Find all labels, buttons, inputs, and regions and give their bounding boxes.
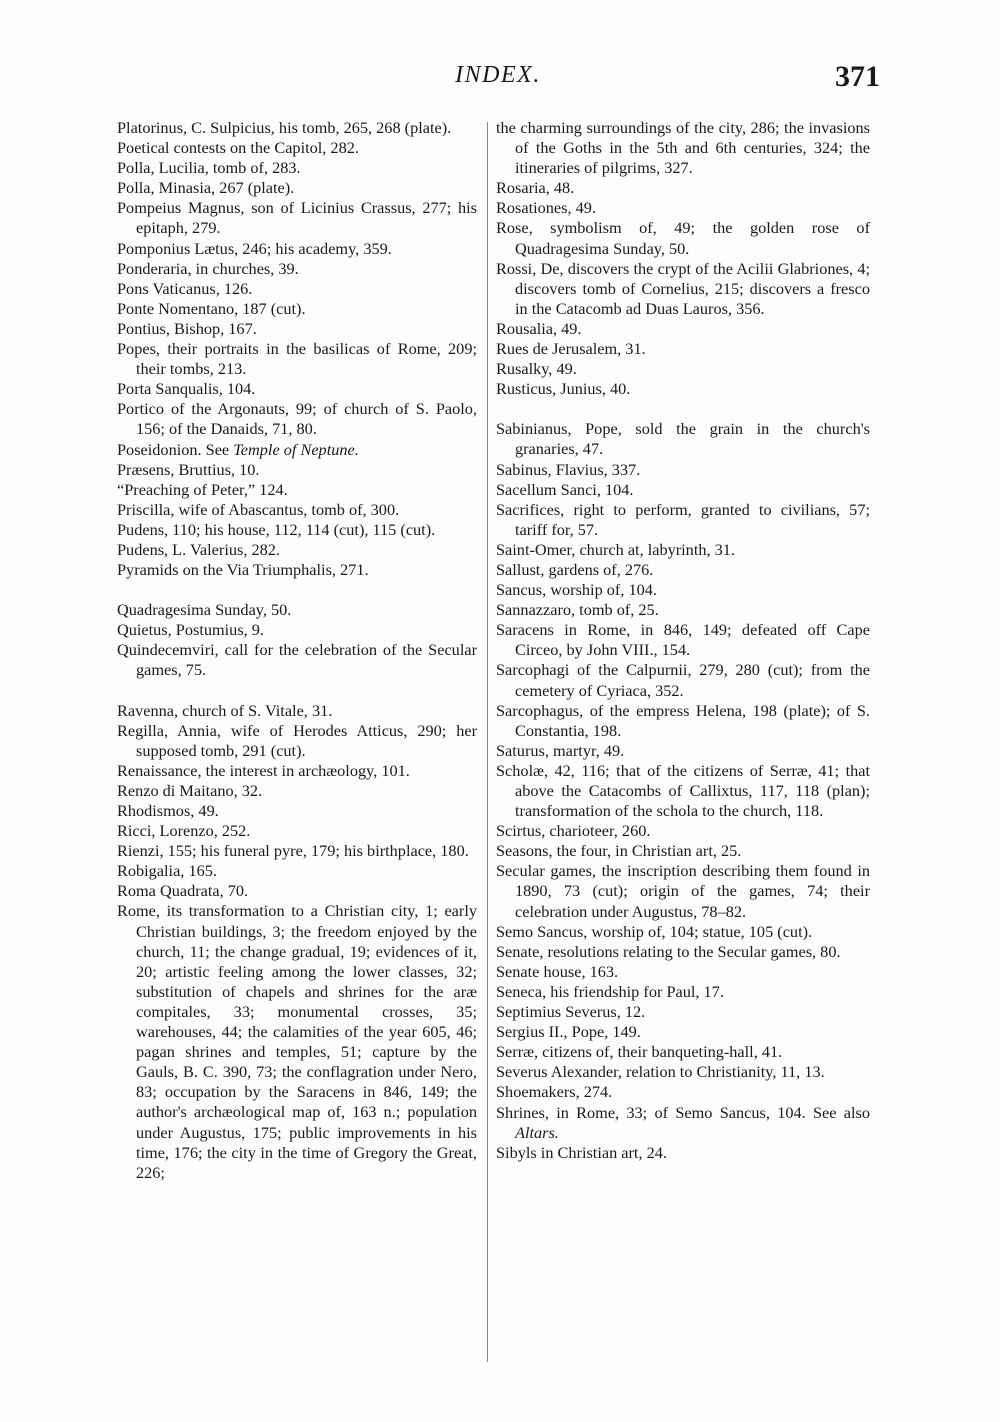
column-divider [487, 122, 488, 1362]
index-entry-text: Ricci, Lorenzo, 252. [117, 821, 251, 841]
index-entry [117, 721, 477, 761]
index-entry-text: Rues de Jerusalem, 31. [496, 339, 646, 359]
index-entry [496, 218, 870, 258]
index-entry [117, 540, 477, 560]
index-entry [496, 259, 870, 319]
index-entry [496, 379, 870, 399]
index-entry-text: Saracens in Rome, in 846, 149; defeated off Cape Circeo, by John VIII., 154. [496, 620, 870, 660]
index-entry-text: Pudens, 110; his house, 112, 114 (cut), 115 (cut). [117, 519, 436, 539]
index-entry [496, 460, 870, 480]
index-entry-text: Shoemakers, 274. [496, 1082, 613, 1102]
index-column-left [117, 118, 477, 1183]
index-entry-text: Pyramids on the Via Triumphalis, 271. [117, 560, 369, 580]
index-entry [496, 600, 870, 620]
index-entry-text: Rosaria, 48. [496, 178, 575, 198]
index-entry-text: Rossi, De, discovers the crypt of the Acilii Glabriones, 4; discovers tomb of Cornelius, 215; discovers a fresco in the Catacomb ad Duas Lauros, 356. [496, 258, 870, 318]
index-entry-text: Saturus, martyr, 49. [496, 740, 625, 760]
index-entry [496, 359, 870, 379]
index-entry-text: Polla, Lucilia, tomb of, 283. [117, 158, 301, 178]
index-entry [117, 640, 477, 680]
index-entry [117, 801, 477, 821]
index-entry [496, 962, 870, 982]
index-entry [496, 198, 870, 218]
index-entry-text: Præsens, Bruttius, 10. [117, 459, 260, 479]
index-entry-text: Rhodismos, 49. [117, 801, 219, 820]
index-entry [117, 781, 477, 801]
index-entry [496, 660, 870, 700]
index-entry [117, 901, 477, 1182]
index-entry-text: Sabinianus, Pope, sold the grain in the church's granaries, 47. [496, 419, 870, 459]
index-entry [117, 620, 477, 640]
index-entry [117, 138, 477, 158]
index-entry [496, 821, 870, 841]
index-entry-text: Saint-Omer, church at, labyrinth, 31. [496, 539, 735, 559]
index-entry-text: Polla, Minasia, 267 (plate). [117, 178, 295, 198]
index-entry [496, 741, 870, 761]
index-entry-text: Sibyls in Christian art, 24. [496, 1142, 667, 1162]
index-entry [117, 239, 477, 259]
index-entry-text: Renzo di Maitano, 32. [117, 780, 263, 800]
index-entry [117, 259, 477, 279]
index-entry-text: Pompeius Magnus, son of Licinius Crassus, 277; his epitaph, 279. [117, 198, 477, 238]
index-entry [117, 198, 477, 238]
index-entry [117, 821, 477, 841]
index-entry [117, 500, 477, 520]
index-entry-text: Quadragesima Sunday, 50. [117, 600, 292, 620]
index-entry-text: Sabinus, Flavius, 337. [496, 459, 641, 479]
index-entry [496, 1143, 870, 1163]
index-entry [496, 419, 870, 459]
index-entry-text: Sancus, worship of, 104. [496, 580, 657, 600]
index-entry [496, 339, 870, 359]
index-entry [496, 1042, 870, 1062]
index-entry [496, 319, 870, 339]
index-entry-text: Rusalky, 49. [496, 359, 577, 379]
index-entry [496, 701, 870, 741]
index-entry-text: Poetical contests on the Capitol, 282. [117, 138, 359, 158]
index-entry [496, 118, 870, 178]
index-entry-text: Secular games, the inscription describing them found in 1890, 73 (cut); origin of the games, 74; their celebration under Augustus, 78–82. [496, 861, 870, 921]
index-entry-text: Seasons, the four, in Christian art, 25. [496, 841, 742, 861]
index-entry-text: Seneca, his friendship for Paul, 17. [496, 981, 724, 1001]
index-entry [117, 841, 477, 861]
index-entry [117, 158, 477, 178]
index-entry-text: Rose, symbolism of, 49; the golden rose of Quadragesima Sunday, 50. [496, 218, 870, 258]
index-entry-text: Pontius, Bishop, 167. [117, 318, 257, 338]
index-entry-cross-reference: Altars. [515, 1122, 559, 1142]
index-entry [117, 701, 477, 721]
index-entry [117, 560, 477, 580]
index-entry [117, 178, 477, 198]
index-entry-cross-reference: Temple of Neptune. [233, 439, 359, 459]
index-entry-text: Porta Sanqualis, 104. [117, 379, 256, 399]
index-entry-text: Poseidonion. See [117, 439, 234, 459]
index-entry-text: Scirtus, charioteer, 260. [496, 821, 651, 841]
index-entry-text: Sacellum Sanci, 104. [496, 479, 634, 499]
index-entry [496, 861, 870, 921]
index-entry-text: Senate house, 163. [496, 961, 619, 981]
index-entry [496, 1103, 870, 1143]
index-entry-text: Sarcophagus, of the empress Helena, 198 (plate); of S. Constantia, 198. [496, 700, 870, 740]
index-entry-text: Rusticus, Junius, 40. [496, 379, 631, 399]
index-entry [117, 299, 477, 319]
index-entry [117, 520, 477, 540]
index-column-right [496, 118, 870, 1163]
index-entry [496, 500, 870, 540]
index-entry-text: Senate, resolutions relating to the Secular games, 80. [496, 941, 841, 961]
index-entry [496, 1002, 870, 1022]
index-entry-text: Priscilla, wife of Abascantus, tomb of, 300. [117, 499, 400, 519]
index-entry [496, 1022, 870, 1042]
index-entry [117, 881, 477, 901]
index-entry-text: Rienzi, 155; his funeral pyre, 179; his birthplace, 180. [117, 841, 469, 861]
index-entry-text: Rousalia, 49. [496, 318, 582, 338]
running-head: INDEX. [455, 62, 541, 88]
index-entry [117, 379, 477, 399]
index-entry-text: Popes, their portraits in the basilicas of Rome, 209; their tombs, 213. [117, 339, 477, 379]
index-entry-text: Severus Alexander, relation to Christianity, 11, 13. [496, 1062, 825, 1082]
index-entry-text: Serræ, citizens of, their banqueting-hall, 41. [496, 1042, 783, 1062]
page-number: 371 [835, 60, 880, 93]
index-entry [117, 480, 477, 500]
index-entry-text: Septimius Severus, 12. [496, 1002, 646, 1022]
index-entry-text: “Preaching of Peter,” 124. [117, 479, 288, 499]
index-entry-text: Sarcophagi of the Calpurnii, 279, 280 (cut); from the cemetery of Cyriaca, 352. [496, 660, 870, 700]
index-entry [117, 600, 477, 620]
index-entry-text: Sacrifices, right to perform, granted to civilians, 57; tariff for, 57. [496, 499, 870, 539]
index-entry [496, 1062, 870, 1082]
index-entry [496, 560, 870, 580]
index-entry [117, 861, 477, 881]
index-entry [496, 540, 870, 560]
index-entry-text: Ravenna, church of S. Vitale, 31. [117, 700, 333, 720]
index-entry [496, 1082, 870, 1102]
index-entry-text: Ponte Nomentano, 187 (cut). [117, 298, 306, 318]
index-entry [117, 118, 477, 138]
index-entry-text: Scholæ, 42, 116; that of the citizens of Serræ, 41; that above the Catacombs of Callixtus, 117, 118 (plan); transformation of the schola to the church, 118. [496, 760, 870, 821]
index-entry-text: Rome, its transformation to a Christian city, 1; early Christian buildings, 3; the freedom enjoyed by the church, 11; the change gradual, 19; evidences of it, 20; artistic feeling among the lower classes, 32; substitution of chapels and shrines for the aræ compitales, 33; monumental crosses, 35; warehouses, 44; the calamities of the year 605, 46; pagan shrines and temples, 51; capture by the Gauls, B. C. 390, 73; the conflagration under Nero, 83; occupation by the Saracens in 846, 149; the author's archæological map of, 163 n.; population under Augustus, 175; public improvements in his time, 176; the city in the time of Gregory the Great, 226; [117, 901, 477, 1182]
index-entry [117, 761, 477, 781]
index-entry [496, 982, 870, 1002]
index-entry-text: the charming surroundings of the city, 286; the invasions of the Goths in the 5th and 6th centuries, 324; the itineraries of pilgrims, 327. [496, 118, 870, 178]
index-entry-text: Regilla, Annia, wife of Herodes Atticus, 290; her supposed tomb, 291 (cut). [117, 720, 477, 760]
index-entry [496, 480, 870, 500]
index-entry [117, 339, 477, 379]
index-entry-text: Quietus, Postumius, 9. [117, 620, 265, 640]
index-entry-text: Quindecemviri, call for the celebration of the Secular games, 75. [117, 640, 477, 680]
index-entry-text: Ponderaria, in churches, 39. [117, 258, 299, 278]
index-entry-text: Roma Quadrata, 70. [117, 881, 249, 901]
index-entry [496, 580, 870, 600]
index-entry-text: Portico of the Argonauts, 99; of church of S. Paolo, 156; of the Danaids, 71, 80. [117, 399, 477, 439]
index-entry-text: Pomponius Lætus, 246; his academy, 359. [117, 238, 392, 258]
index-entry-text: Renaissance, the interest in archæology, 101. [117, 760, 410, 780]
index-entry-text: Sergius II., Pope, 149. [496, 1022, 641, 1042]
page-header [116, 60, 880, 104]
index-entry-text: Platorinus, C. Sulpicius, his tomb, 265, 268 (plate). [117, 118, 452, 137]
index-entry [117, 440, 477, 460]
index-entry [117, 399, 477, 439]
index-entry-text: Rosationes, 49. [496, 198, 596, 218]
index-entry [117, 319, 477, 339]
index-entry [496, 942, 870, 962]
index-entry [496, 178, 870, 198]
index-entry-text: Sallust, gardens of, 276. [496, 559, 654, 579]
index-entry-text: Robigalia, 165. [117, 861, 217, 881]
index-entry [496, 922, 870, 942]
index-entry-text: Pudens, L. Valerius, 282. [117, 539, 280, 559]
index-entry [117, 460, 477, 480]
index-entry [496, 761, 870, 821]
index-entry [117, 279, 477, 299]
index-entry [496, 841, 870, 861]
index-entry-text: Semo Sancus, worship of, 104; statue, 105 (cut). [496, 921, 813, 941]
index-entry-text: Shrines, in Rome, 33; of Semo Sancus, 104. See also [496, 1102, 870, 1122]
index-entry [496, 620, 870, 660]
index-entry-text: Sannazzaro, tomb of, 25. [496, 600, 659, 620]
index-entry-text: Pons Vaticanus, 126. [117, 278, 253, 298]
